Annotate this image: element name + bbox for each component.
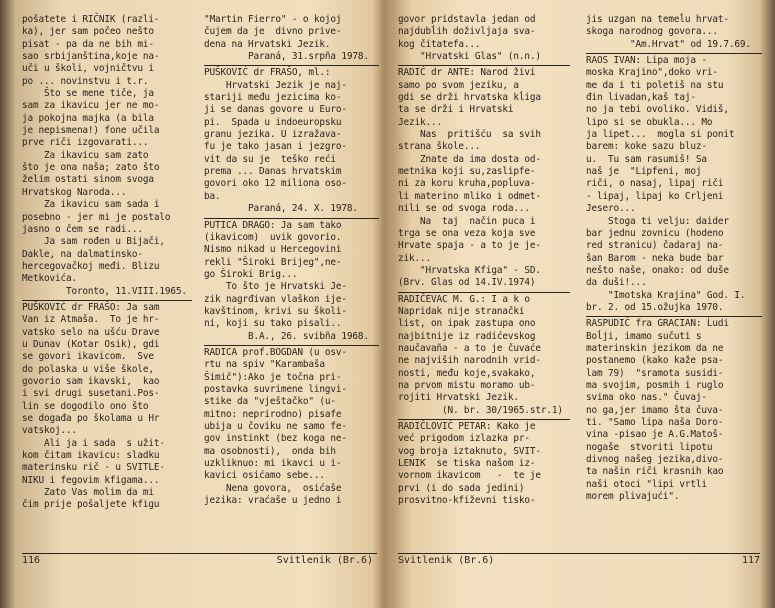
text-entry: "Martin Fierro" - o kojoj čujem da je divno prive- dena na Hrvatski Jezik. Paraná, 31.srpña 1978.: [204, 14, 369, 63]
text-entry: PUŠKOVIĆ dr FRAŠO: Ja sam Van iz Atmaša. To je hr- vatsko selo na ušću Drave u Dunav (Kotar Osik), gdi se govori ikavicom. Sve do polaska u više škole, govorio sam ikavski, kao i svi drugi susetani.Pos- lin se dogodilo ono što se događa po školama u Hr vatskoj... Ali ja i sada s užit- kom čitam ikavicu: sladku materinsku rič - u SVITLE- NIKU i fegovim kfigama... Zato Vas molim da mi čim prije pošaljete kfigu: [22, 300, 192, 512]
text-entry: RADIČEVAC M. G.: I a k o Napridak nije stranački list, on ipak zastupa ono najbitnije iz radićevskog naučavaña - a to je čuvaće ne najviših narodnih vrid- nosti, među koje,svakako, na prvom mistu moramo ub- rojiti Hrvatski Jezik. (N. br. 30/1965.str.1): [398, 292, 570, 417]
text-entry: jis uzgan na temeĺu hrvat- skoga narodnog govora... "Am.Hrvat" od 19.7.69.: [586, 14, 751, 50]
text-entry: RAOS IVAN: Lipa moja - moska Krajino",doko vri- me da i ti poletiš na stu đin livadan,kaš taj- no ja tebi ovoliko. Vidiš, lipo si se obukla... Mo ja lipet... mogla si ponit barem: koke sazu bluz- u. Tu sam rasumiš! Sa naš je "Lipfeni, moj riči, o nasaj, lipaj riči - lipaj, lipaj ko Crljeni Jesero... Stoga ti velju: daider bar jednu zovnicu (hodeno red stranicu) čadaraj na- šan Barom - neka bude bar nešto naše, onako: od duše da duši!... "Imotska Krajina" God. I. br. 2. od 15.ožujka 1970.: [586, 53, 762, 314]
text-entry: PUTICA DRAGO: Ja sam tako (ikavicom) uvik govorio. Nismo nikad u Hercegovini rekli "Široki Brijeg",ne- go Široki Brig... To što je Hrvatski Je- zik nagrđivan vlaškon ije- kavštinom, krivi su školi- ni, koji su tako pisali.. B.A., 26. svibña 1968.: [204, 218, 379, 343]
text-entry: PUŠKOVIĆ dr FRAŠO, ml.: Hrvatski Jezik je naj- stariji među jezicima ko- ji se danas govore u Euro- pi. Spada u indoeuropsku granu jezika. U izražava- fu je tako jasan i jezgro- vit da su je teško reći prema ... Danas hrvatskim govori oko 12 miliona oso- ba. Paraná, 24. X. 1978.: [204, 65, 379, 215]
text-entry: RASPUDIĆ fra GRACIAN: Ĺudi Boĺji, imamo sučuti s materinskin jezikom da ne postanemo (kako kaže psa- lam 79) "sramota susidi- ma svojim, posmih i ruglo svima oko nas." Čuvaj- no ga,jer imamo šta čuva- ti. "Samo lipa naša Doro- vina -pisao je A.G.Matoš- nogaše stvoriti lipotu divnog našeg jezika,divo- ta našin riči krasnih kao naši otoci "lipi vrtli morem plivajući".: [586, 316, 762, 503]
page-number: 117: [741, 555, 760, 566]
running-head: Svitlenik (Br.6): [398, 555, 495, 566]
text-entry: RADICA prof.BOGDAN (u osv- rtu na spiv "Karambaša Šimič"):Ako je točna pri- postavka suvrimene lingvi- stike da "vještačko" (u- mitno: neprirodno) pisafe ubija u čoviku ne samo fe- gov instinkt (bez koga ne- ma osobnosti), onda bih uzkliknuo: mi ikavci u i- kavici osićamo sebe... Nena govora, osićaše jezika: vraćaše u jedno i: [204, 345, 379, 507]
right-page-column-2: [586, 14, 762, 503]
right-page-column-1: [398, 14, 570, 507]
page-number: 116: [22, 555, 41, 566]
left-page-column-2: [204, 14, 379, 507]
right-page: [398, 14, 760, 582]
page-footer: [22, 553, 377, 568]
text-entry: RADIĆ dr ANTE: Narod živi samo po svom jeziku, a gdi se drži hrvatska kĺiga ta se drži i Hrvatski Jezik... Nas pritišću sa svih strana škole... Znate da ima dosta od- metnika koji su,zaslipfe- ni za koru kruha,popĺuva- li materino mliko i odmet- nili se od svoga roda... Na taj način puca i trga se ona veza koja sve Hrvate spaja - a to je je- zik... "Hrvatska Kfiga" - SD. (Brv. Glas od 14.IV.1974): [398, 65, 570, 289]
text-entry: govor pridstavla jedan od najdubĺih doživljaja sva- kog čitatefa... "Hrvatski Glas" (n.n.): [398, 14, 541, 63]
left-page-column-1: [22, 14, 192, 512]
running-head: Svitlenik (Br.6): [276, 555, 373, 566]
left-page: [22, 14, 377, 582]
text-entry: RADIČLOVIĆ PETAR: Kako je već prigodom izlazka pr- vog broja iztaknuto, SVIT- LENIK se tiska našom iz- vornom ikavicom - te je prvi (i do sada jedini) prosvitno-kfiževni tisko-: [398, 419, 570, 507]
page-footer: [398, 553, 760, 568]
text-entry: pošatete i RIČNIK (razli- ka), jer sam počeo nešto pisat - pa da ne bih mi- sao srbijanština,koje na- uči u školi, vojničtvu i po ... novinstvu i t.r. Što se mene tiče, ja sam za ikavicu jer ne mo- ja pokojna majka (a bila je nepismena!) fone učila prve riči izgovarati... Za ikavicu sam zato što je ona naša; zato što želim ostati sinom svoga Hrvatskog Naroda... Za ikavicu sam sada i posebno - jer mi je postalo jasno o čem se radi... Ja sam rođen u Bijači, Dakle, na dalmatinsko- hercegovačkoj međi. Blizu Metkovića. Toronto, 11.VIII.1965.: [22, 14, 187, 297]
